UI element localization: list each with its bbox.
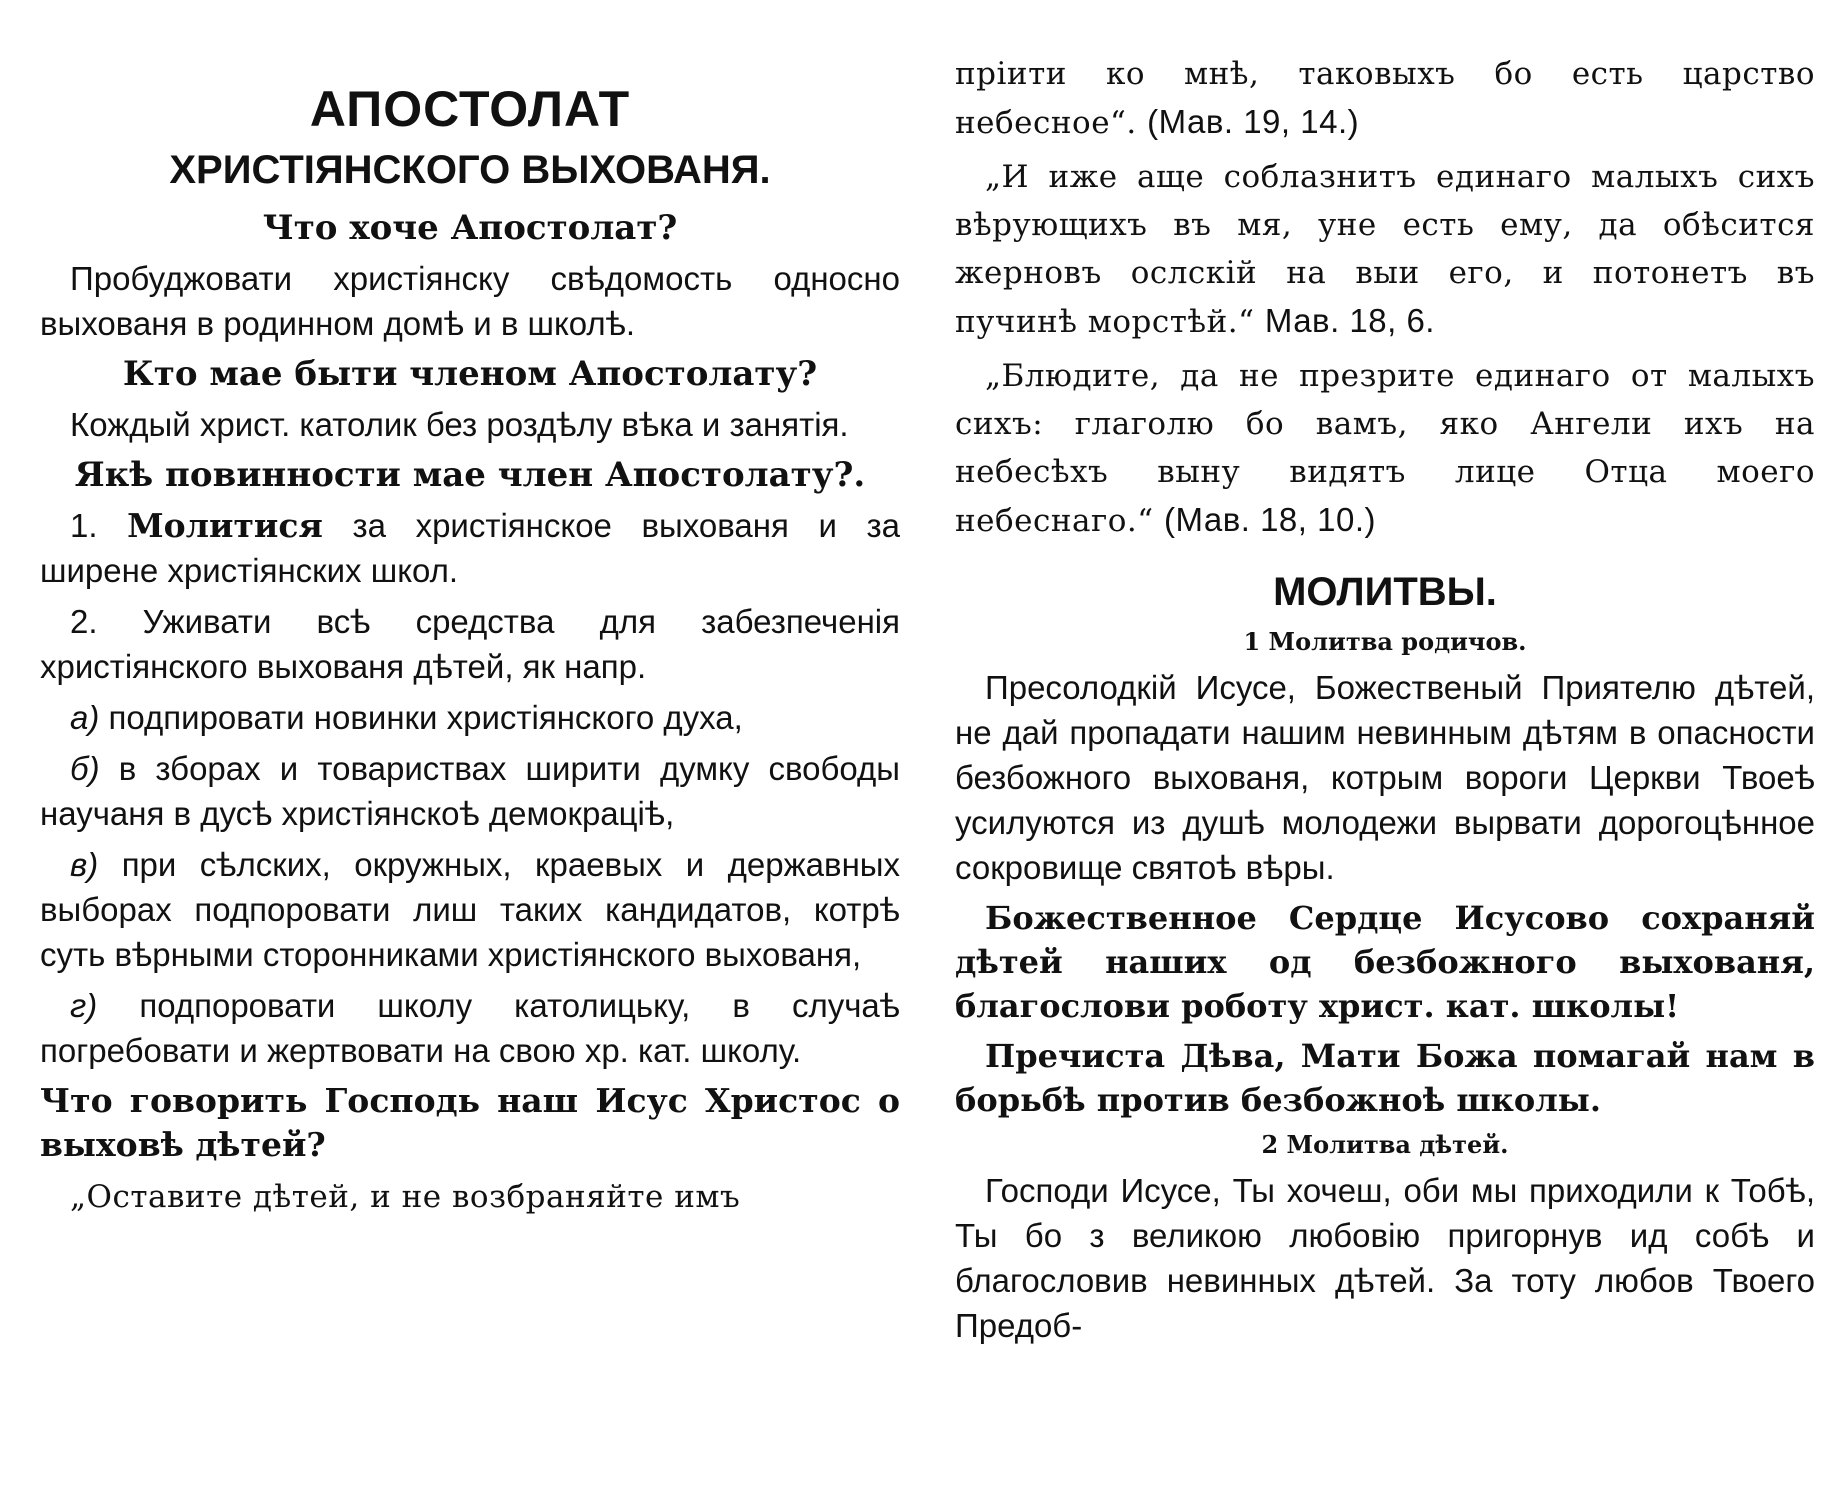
section-title-prayers: МОЛИТВЫ. [1273,570,1497,614]
duty-item-2: 2. Уживати всѣ средства для забезпеченія христіянского выхованя дѣтей, як напр. [40,603,900,685]
prayer-bold-2: Пречиста Дѣва, Мати Божа помагай нам в борьбѣ против безбожноѣ школы. [955,1037,1815,1119]
answer-what-wants: Пробуджовати христіянску свѣдомость односно выхованя в родинном домѣ и в школѣ. [40,260,900,342]
right-column [955,0,1815,1354]
quote-3-text: „Блюдите, да не презрите единаго от малыхъ сихъ: глаголю бо вамъ, яко Ангели ихъ на небесѣхъ выну видятъ лице Отца моего небеснаго.“ [955,358,1815,539]
duty-item-1 [40,503,900,593]
question-lord-says: Что говорить Господь наш Исус Христос о выховѣ дѣтей? [40,1081,900,1164]
duty-sub-c-text: при сѣлских, окружных, краевых и державных выборах подпоровати лиш таких кандидатов, котрѣ суть вѣрными сторонниками христіянского выхованя, [40,846,901,973]
duty-item-1-number: 1. [70,507,98,544]
quote-1-end [955,50,1815,147]
question-who-member: Кто мае быти членом Апостолату? [122,354,818,394]
page-subtitle: ХРИСТІЯНСКОГО ВЫХОВАНЯ. [169,148,771,192]
quote-3 [955,352,1815,545]
quote-2 [955,153,1815,346]
duty-sub-d-letter: г) [70,987,98,1024]
duty-item-1-bold: Молитися [127,506,323,545]
left-column [40,0,900,1227]
quote-1-start: „Оставите дѣтей, и не возбраняйте имъ [70,1179,741,1215]
duty-sub-b [40,746,900,836]
duty-item-1-text: за христіянское выхованя и за ширене христіянских школ. [40,507,901,589]
page-title: АПОСТОЛАТ [309,81,631,137]
duty-sub-d [40,983,900,1073]
duty-sub-c-letter: в) [70,846,99,883]
prayer-2-text: Господи Исусе, Ты хочеш, оби мы приходили к Тобѣ, Ты бо з великою любовію пригорнув ид собѣ и благословив невинных дѣтей. За тоту любов Твоего Предоб- [955,1172,1815,1344]
duty-sub-a [40,695,900,740]
duty-sub-b-text: в зборах и товариствах ширити думку свободы научаня в дусѣ христіянскоѣ демокраціѣ, [40,750,900,832]
quote-1-end-text: пріити ко мнѣ, таковыхъ бо есть царство небесное“. [955,56,1815,141]
quote-1-reference: (Мав. 19, 14.) [1147,103,1360,140]
quote-2-text: „И иже аще соблазнитъ единаго малыхъ сихъ вѣрующихъ въ мя, уне есть ему, да обѣсится жерновъ ослскій на выи его, и потонетъ въ пучинѣ морстѣй.“ [955,159,1815,340]
answer-who-member: Кождый христ. католик без роздѣлу вѣка и занятія. [70,406,849,443]
duty-sub-b-letter: б) [70,750,100,787]
quote-2-reference: Мав. 18, 6. [1264,302,1435,339]
question-duties: Якѣ повинности мае член Апостолату?. [74,455,866,495]
question-what-wants: Что хоче Апостолат? [262,208,678,248]
prayer-1-text: Пресолодкій Исусе, Божественый Приятелю дѣтей, не дай пропадати нашим невинным дѣтям в опасности безбожного выхованя, котрым вороги Церкви Твоеѣ усилуются из душѣ молодежи вырвати дорогоцѣнное сокровище святоѣ вѣры. [955,669,1815,886]
prayer-1-title: 1 Молитва родичов. [1243,627,1527,656]
duty-sub-a-letter: а) [70,699,100,736]
duty-sub-d-text: подпоровати школу католицьку, в случаѣ погребовати и жертвовати на свою хр. кат. школу. [40,987,900,1069]
duty-sub-a-text: подпировати новинки христіянского духа, [108,699,743,736]
prayer-bold-1: Божественное Сердце Исусово сохраняй дѣтей наших од безбожного выхованя, благослови роботу христ. кат. школы! [955,899,1815,1025]
duty-sub-c [40,842,900,977]
quote-3-reference: (Мав. 18, 10.) [1164,501,1376,538]
prayer-2-title: 2 Молитва дѣтей. [1261,1130,1509,1159]
